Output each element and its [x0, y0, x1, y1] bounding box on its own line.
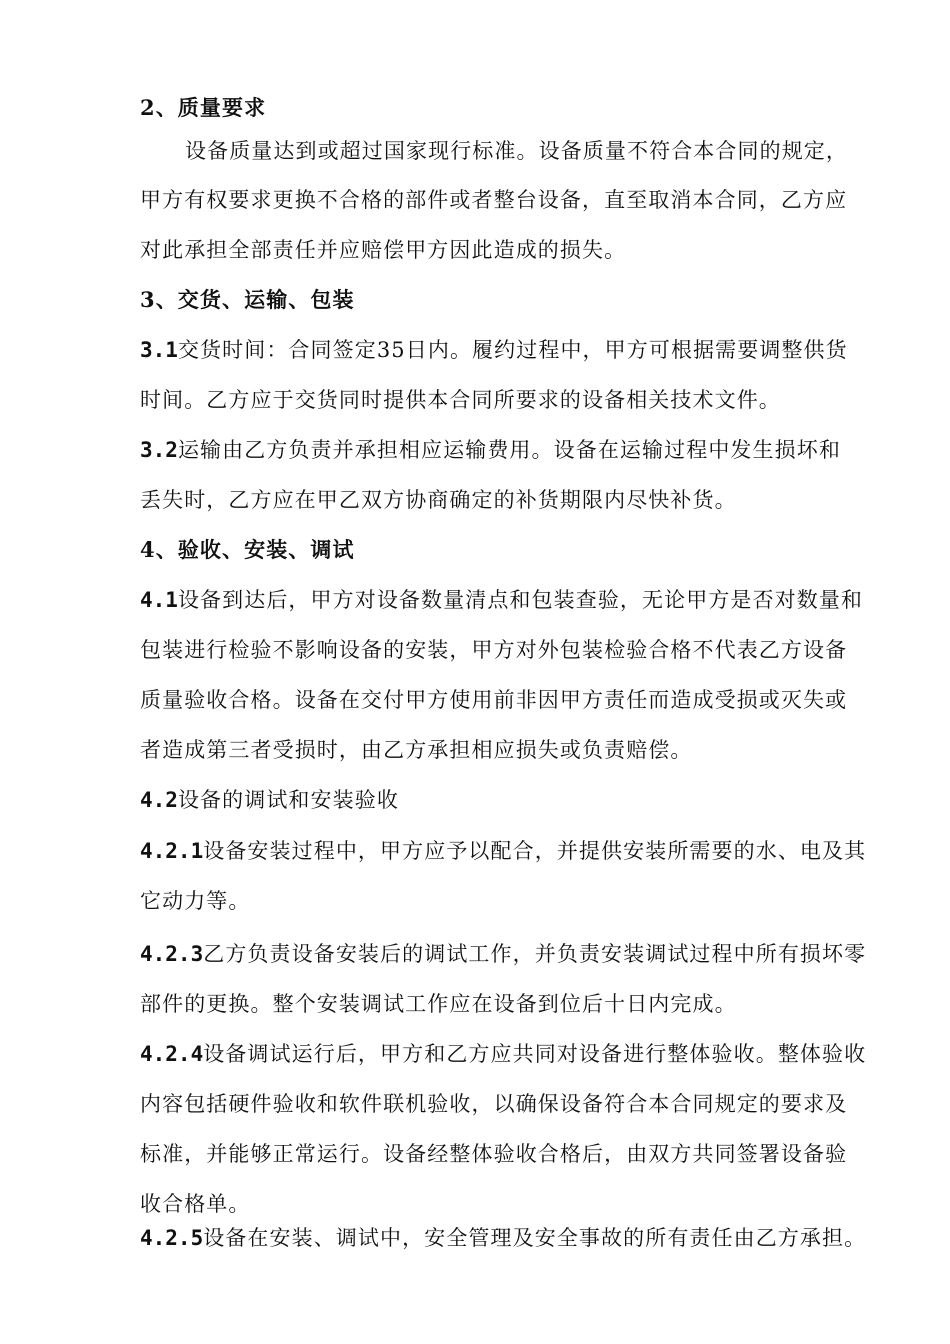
- clause-text: 设备的调试和安装验收: [177, 788, 399, 812]
- paragraph-line: 包装进行检验不影响设备的安装，甲方对外包装检验合格不代表乙方设备: [140, 638, 848, 662]
- paragraph-line: 质量验收合格。设备在交付甲方使用前非因甲方责任而造成受损或灭失或: [140, 688, 848, 712]
- section-heading-quality: 2、质量要求: [140, 95, 267, 120]
- clause-text: 交货时间：合同签定35日内。履约过程中，甲方可根据需要调整供货: [177, 338, 848, 362]
- paragraph-line: 设备质量达到或超过国家现行标准。设备质量不符合本合同的规定，: [185, 139, 848, 163]
- clause-number: 4.2: [140, 788, 178, 812]
- clause-4-1-line: [140, 586, 863, 614]
- clause-number: 4.2.3: [140, 942, 204, 966]
- paragraph-line: 时间。乙方应于交货同时提供本合同所要求的设备相关技术文件。: [140, 388, 781, 412]
- clause-number: 3.2: [140, 438, 178, 462]
- paragraph-line: 它动力等。: [140, 889, 251, 913]
- section-heading-acceptance: 4、验收、安装、调试: [140, 537, 355, 562]
- clause-text: 乙方负责设备安装后的调试工作，并负责安装调试过程中所有损坏零: [203, 942, 867, 966]
- section-heading-delivery: 3、交货、运输、包装: [140, 287, 355, 312]
- paragraph-line: 标准，并能够正常运行。设备经整体验收合格后，由双方共同签署设备验: [140, 1142, 848, 1166]
- clause-3-2-line: [140, 436, 841, 464]
- paragraph-line: 收合格单。: [140, 1192, 251, 1216]
- paragraph-line: 丢失时，乙方应在甲乙双方协商确定的补货期限内尽快补货。: [140, 488, 737, 512]
- clause-number: 4.1: [140, 588, 178, 612]
- clause-4-2-1-line: [140, 837, 866, 865]
- clause-4-2-3-line: [140, 940, 866, 968]
- clause-4-2-4-line: [140, 1040, 866, 1068]
- clause-4-2-line: [140, 786, 399, 814]
- clause-text: 设备在安装、调试中，安全管理及安全事故的所有责任由乙方承担。: [203, 1226, 867, 1250]
- paragraph-line: 者造成第三者受损时，由乙方承担相应损失或负责赔偿。: [140, 738, 693, 762]
- paragraph-line: 对此承担全部责任并应赔偿甲方因此造成的损失。: [140, 238, 627, 262]
- paragraph-line: 部件的更换。整个安装调试工作应在设备到位后十日内完成。: [140, 992, 737, 1016]
- clause-number: 3.1: [140, 338, 178, 362]
- clause-text: 设备调试运行后，甲方和乙方应共同对设备进行整体验收。整体验收: [203, 1042, 867, 1066]
- clause-number: 4.2.1: [140, 839, 204, 863]
- clause-text: 设备安装过程中，甲方应予以配合，并提供安装所需要的水、电及其: [203, 839, 867, 863]
- paragraph-line: 甲方有权要求更换不合格的部件或者整台设备，直至取消本合同，乙方应: [140, 188, 848, 212]
- clause-4-2-5-line: [140, 1224, 866, 1252]
- clause-text: 运输由乙方负责并承担相应运输费用。设备在运输过程中发生损坏和: [177, 438, 841, 462]
- paragraph-line: 内容包括硬件验收和软件联机验收，以确保设备符合本合同规定的要求及: [140, 1092, 848, 1116]
- clause-number: 4.2.4: [140, 1042, 204, 1066]
- clause-number: 4.2.5: [140, 1226, 204, 1250]
- clause-3-1-line: [140, 336, 848, 364]
- clause-text: 设备到达后，甲方对设备数量清点和包装查验，无论甲方是否对数量和: [177, 588, 864, 612]
